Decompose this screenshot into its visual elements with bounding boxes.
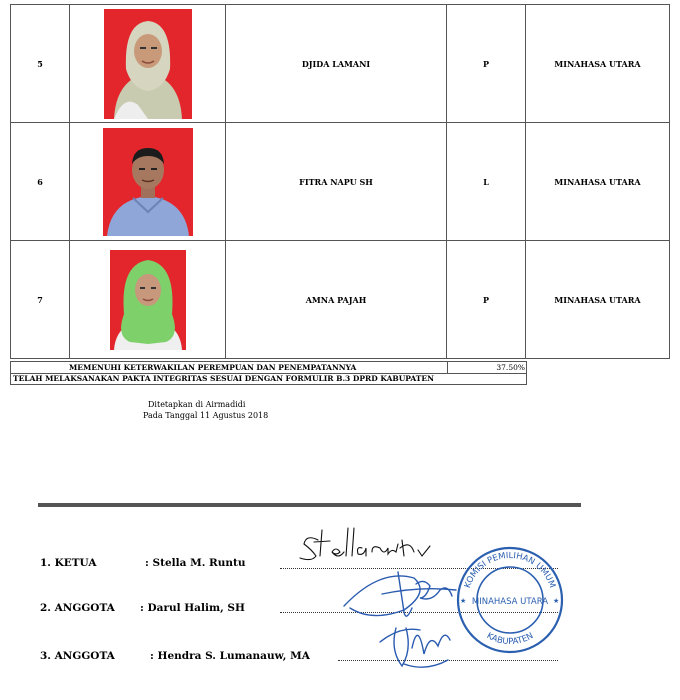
place-of-issue: Ditetapkan di Airmadidi [148,400,246,409]
signatory-name: : Darul Halim, SH [140,602,245,614]
signatory-name: : Hendra S. Lumanauw, MA [150,650,310,662]
star-icon: ★ [553,597,560,605]
signatory-label: 2. ANGGOTA [40,602,115,614]
signatory-label: 3. ANGGOTA [40,650,115,662]
signature-2-mark [344,572,456,616]
date-of-issue: Pada Tanggal 11 Agustus 2018 [143,411,269,420]
integrity-pact-label: TELAH MELAKSANAKAN PAKTA INTEGRITAS SESUAI DENGAN FORMULIR B.3 DPRD KABUPATEN [13,374,434,383]
signature-1-mark [300,528,430,560]
candidate-gender: L [447,123,526,241]
candidate-number: 6 [11,123,70,241]
candidate-number: 7 [11,241,70,359]
women-representation-label: MEMENUHI KETERWAKILAN PEREMPUAN DAN PENEMPATANNYA [69,363,357,372]
candidate-gender: P [447,5,526,123]
candidate-name: AMNA PAJAH [226,241,447,359]
candidate-name: DJIDA LAMANI [226,5,447,123]
star-icon: ★ [460,597,467,605]
candidate-name: FITRA NAPU SH [226,123,447,241]
candidate-gender: P [447,241,526,359]
signature-3-mark [380,628,450,667]
candidate-region: MINAHASA UTARA [526,123,670,241]
candidate-region: MINAHASA UTARA [526,241,670,359]
stamp-center-text: MINAHASA UTARA [471,597,549,607]
stamp-top-text: KOMISI PEMILIHAN UMUM [462,550,558,590]
signatory-name: : Stella M. Runtu [145,557,246,569]
signatory-label: 1. KETUA [40,557,97,569]
stamp-bottom-text: KABUPATEN [484,631,536,648]
candidate-number: 5 [11,5,70,123]
official-stamp [458,548,562,652]
women-representation-value: 37.50% [496,363,525,372]
candidate-region: MINAHASA UTARA [526,5,670,123]
